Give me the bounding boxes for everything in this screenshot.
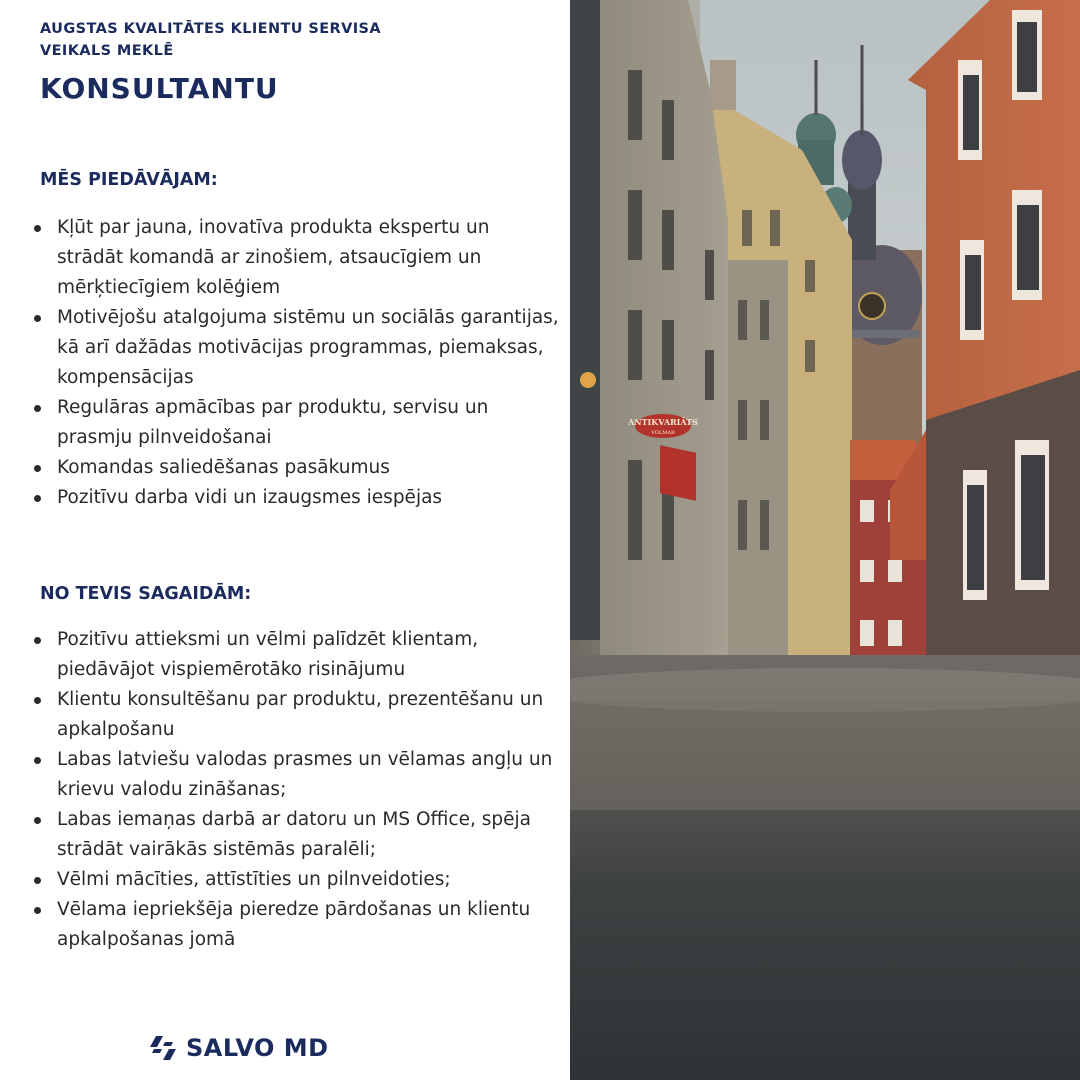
- list-item: Pozitīvu attieksmi un vēlmi palīdzēt klientam, piedāvājot vispiemērotāko risinājumu: [30, 625, 560, 685]
- list-item: Vēlama iepriekšēja pieredze pārdošanas un klientu apkalpošanas jomā: [30, 895, 560, 955]
- company-logo: [150, 1032, 329, 1064]
- offer-heading: MĒS PIEDĀVĀJAM:: [40, 170, 218, 190]
- expect-list: [30, 625, 560, 955]
- shop-sign-line-2: VOLMAR: [651, 430, 675, 436]
- list-item: Pozitīvu darba vidi un izaugsmes iespējas: [30, 483, 560, 513]
- list-item: Labas iemaņas darbā ar datoru un MS Office, spēja strādāt vairākās sistēmās paralēli;: [30, 805, 560, 865]
- expect-heading: NO TEVIS SAGAIDĀM:: [40, 584, 252, 604]
- page-title: KONSULTANTU: [40, 72, 279, 105]
- street-illustration: [570, 0, 1080, 1080]
- list-item: Vēlmi mācīties, attīstīties un pilnveidoties;: [30, 865, 560, 895]
- street-photo: [570, 0, 1080, 1080]
- intro-text: [40, 18, 560, 62]
- intro-line-2: VEIKALS MEKLĒ: [40, 43, 174, 59]
- list-item: Kļūt par jauna, inovatīva produkta ekspertu un strādāt komandā ar zinošiem, atsaucīgiem un mērķtiecīgiem kolēģiem: [30, 213, 560, 303]
- shop-sign-line-1: ANTIKVARIĀTS: [628, 417, 698, 427]
- salvo-md-logo-icon: [150, 1034, 176, 1062]
- logo-text: SALVO MD: [186, 1034, 329, 1062]
- offer-list: [30, 213, 560, 513]
- list-item: Klientu konsultēšanu par produktu, prezentēšanu un apkalpošanu: [30, 685, 560, 745]
- list-item: Komandas saliedēšanas pasākumus: [30, 453, 560, 483]
- list-item: Labas latviešu valodas prasmes un vēlamas angļu un krievu valodu zināšanas;: [30, 745, 560, 805]
- intro-line-1: AUGSTAS KVALITĀTES KLIENTU SERVISA: [40, 21, 381, 37]
- list-item: Regulāras apmācības par produktu, servisu un prasmju pilnveidošanai: [30, 393, 560, 453]
- list-item: Motivējošu atalgojuma sistēmu un sociālās garantijas, kā arī dažādas motivācijas programmas, piemaksas, kompensācijas: [30, 303, 560, 393]
